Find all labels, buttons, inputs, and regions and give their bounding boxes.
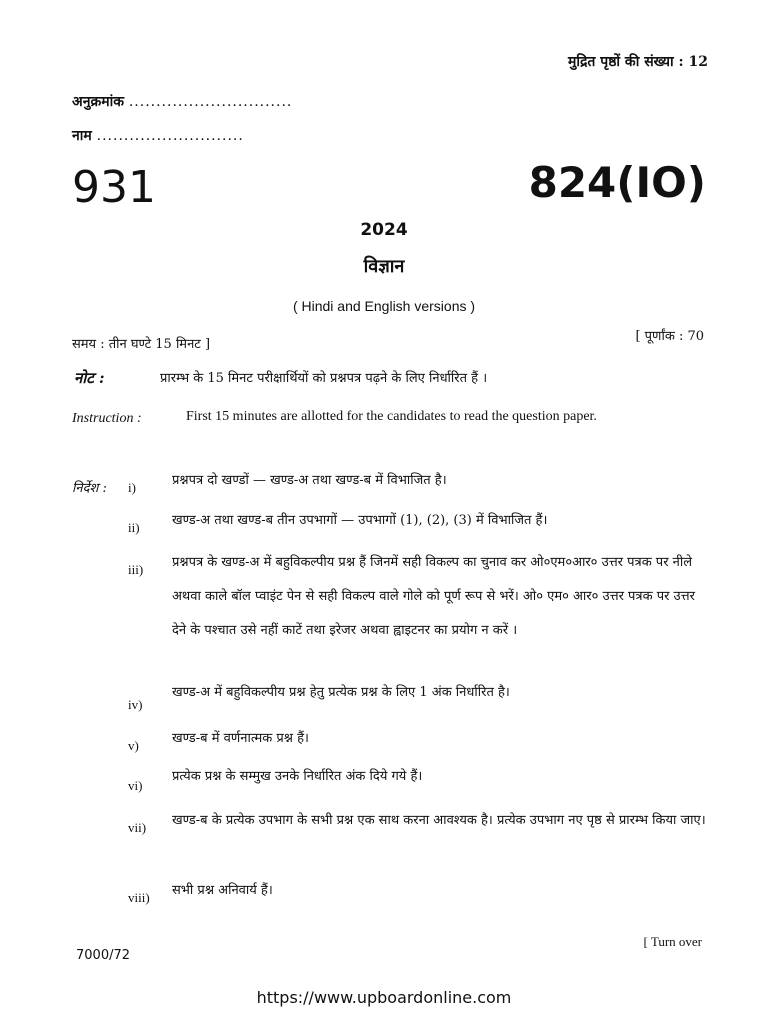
direction-number: iii) [128, 562, 144, 577]
paper-code-right: 824(IO) [528, 158, 706, 207]
direction-text: प्रत्येक प्रश्न के सम्मुख उनके निर्धारित अंक दिये गये हैं। [172, 769, 423, 784]
direction-text: खण्ड-ब के प्रत्येक उपभाग के सभी प्रश्न एक साथ करना आवश्यक है। प्रत्येक उपभाग नए पृष्ठ से प्रारम्भ किया जाए। [172, 813, 706, 828]
direction-text: खण्ड-अ में बहुविकल्पीय प्रश्न हेतु प्रत्येक प्रश्न के लिए 1 अंक निर्धारित है। [172, 685, 510, 700]
direction-text: खण्ड-ब में वर्णनात्मक प्रश्न हैं। [172, 731, 309, 746]
name-dots: ........................... [96, 128, 244, 144]
direction-text: खण्ड-अ तथा खण्ड-ब तीन उपभागों — उपभागों (1), (2), (3) में विभाजित हैं। [172, 513, 548, 528]
roll-number-dots: .............................. [128, 94, 293, 110]
name-field [72, 126, 244, 145]
name-label: नाम [72, 128, 92, 144]
direction-number: ii) [128, 520, 140, 535]
direction-number: iv) [128, 697, 143, 712]
direction-number: viii) [128, 890, 150, 905]
directions-label: निर्देश : [72, 481, 107, 496]
note-label: नोट : [74, 369, 105, 387]
exam-time: समय : तीन घण्टे 15 मिनट ] [72, 337, 211, 352]
source-url[interactable]: https://www.upboardonline.com [256, 988, 512, 1007]
note-text: प्रारम्भ के 15 मिनट परीक्षार्थियों को प्रश्नपत्र पढ़ने के लिए निर्धारित हैं । [160, 371, 488, 386]
instruction-text: First 15 minutes are allotted for the candidates to read the question paper. [186, 409, 597, 424]
subject-title: विज्ञान [363, 256, 405, 277]
direction-number: vii) [128, 820, 147, 835]
direction-text: प्रश्नपत्र दो खण्डों — खण्ड-अ तथा खण्ड-ब में विभाजित है। [172, 473, 447, 488]
roll-number-field [72, 92, 292, 111]
language-versions: ( Hindi and English versions ) [292, 298, 476, 314]
instruction-label: Instruction : [72, 411, 142, 426]
direction-text: सभी प्रश्न अनिवार्य हैं। [172, 883, 273, 898]
direction-number: v) [128, 738, 139, 753]
turn-over: [ Turn over [643, 934, 702, 949]
exam-year: 2024 [360, 220, 408, 240]
print-code: 7000/72 [76, 948, 131, 963]
direction-text: प्रश्नपत्र के खण्ड-अ में बहुविकल्पीय प्रश्न हैं जिनमें सही विकल्प का चुनाव कर ओ०एम०आर० उत्तर पत्रक पर नीले अथवा काले बॉल प्वाइंट पेन से सही विकल्प वाले गोले को पूर्ण रूप से भरें। ओ० एम० आर० उत्तर पत्रक पर उत्तर देने के पश्चात उसे नहीं काटें तथा इरेजर अथवा ह्वाइटनर का प्रयोग न करें । [172, 555, 695, 638]
direction-number: vi) [128, 778, 143, 793]
direction-number: i) [128, 480, 136, 495]
printed-pages-count: मुद्रित पृष्ठों की संख्या : 12 [567, 54, 708, 70]
paper-code-left: 931 [72, 162, 156, 213]
max-marks: [ पूर्णांक : 70 [635, 329, 704, 344]
roll-number-label: अनुक्रमांक [72, 94, 124, 110]
